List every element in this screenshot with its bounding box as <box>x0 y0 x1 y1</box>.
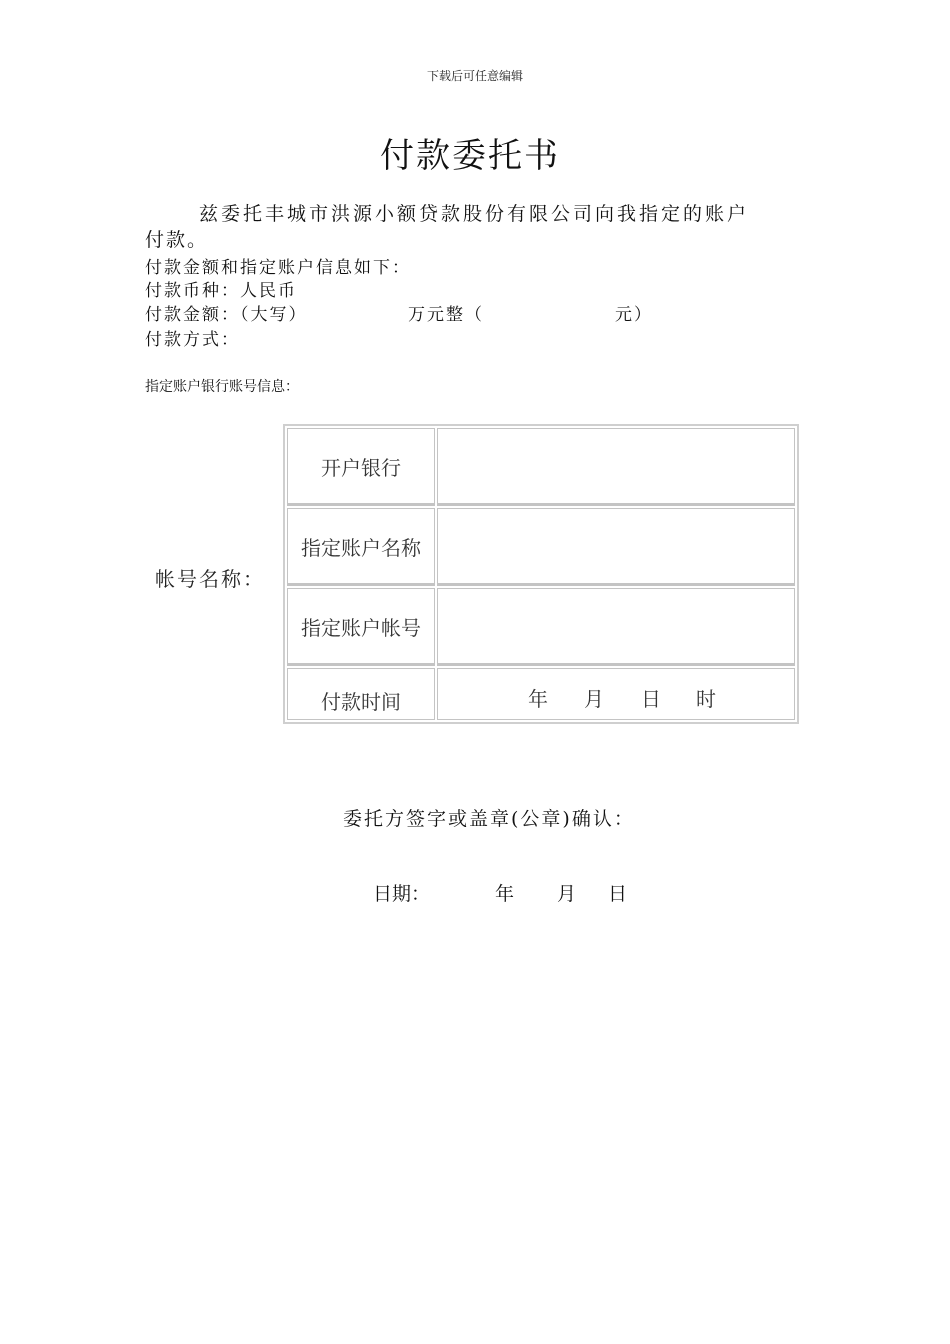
bank-value[interactable] <box>437 428 795 506</box>
table-row <box>287 428 795 506</box>
account-name-label: 指定账户名称 <box>287 508 435 586</box>
method-line: 付款方式： <box>145 330 240 350</box>
intro-line-1: 兹委托丰城市洪源小额贷款股份有限公司向我指定的账户 <box>199 203 750 225</box>
account-number-value[interactable] <box>437 588 795 666</box>
account-side-label: 帐号名称： <box>155 567 265 591</box>
time-year: 年 <box>528 687 548 711</box>
amount-end: 元） <box>615 305 653 325</box>
signature-label: 委托方签字或盖章(公章)确认： <box>343 808 635 830</box>
time-day: 日 <box>641 687 661 711</box>
bank-label: 开户银行 <box>287 428 435 506</box>
date-month: 月 <box>557 883 577 905</box>
document-title: 付款委托书 <box>380 136 560 176</box>
table-row <box>287 668 795 720</box>
date-year: 年 <box>495 883 515 905</box>
time-hour: 时 <box>696 687 716 711</box>
amount-label: 付款金额：（大写） <box>145 305 308 325</box>
header-note: 下载后可任意编辑 <box>426 69 523 83</box>
payment-time-value[interactable] <box>437 668 795 720</box>
account-form-table <box>283 424 799 724</box>
intro-line-2: 付款。 <box>145 229 209 251</box>
table-row <box>287 588 795 666</box>
table-row <box>287 508 795 586</box>
currency-line: 付款币种：人民币 <box>145 281 297 301</box>
date-day: 日 <box>608 883 628 905</box>
account-number-label: 指定账户帐号 <box>287 588 435 666</box>
time-month: 月 <box>584 687 604 711</box>
account-name-value[interactable] <box>437 508 795 586</box>
account-info-label: 指定账户银行账号信息： <box>145 379 299 395</box>
intro-line-3: 付款金额和指定账户信息如下： <box>145 258 411 278</box>
payment-time-label: 付款时间 <box>287 668 435 720</box>
date-label: 日期： <box>373 883 431 905</box>
amount-mid: 万元整（ <box>408 305 484 325</box>
